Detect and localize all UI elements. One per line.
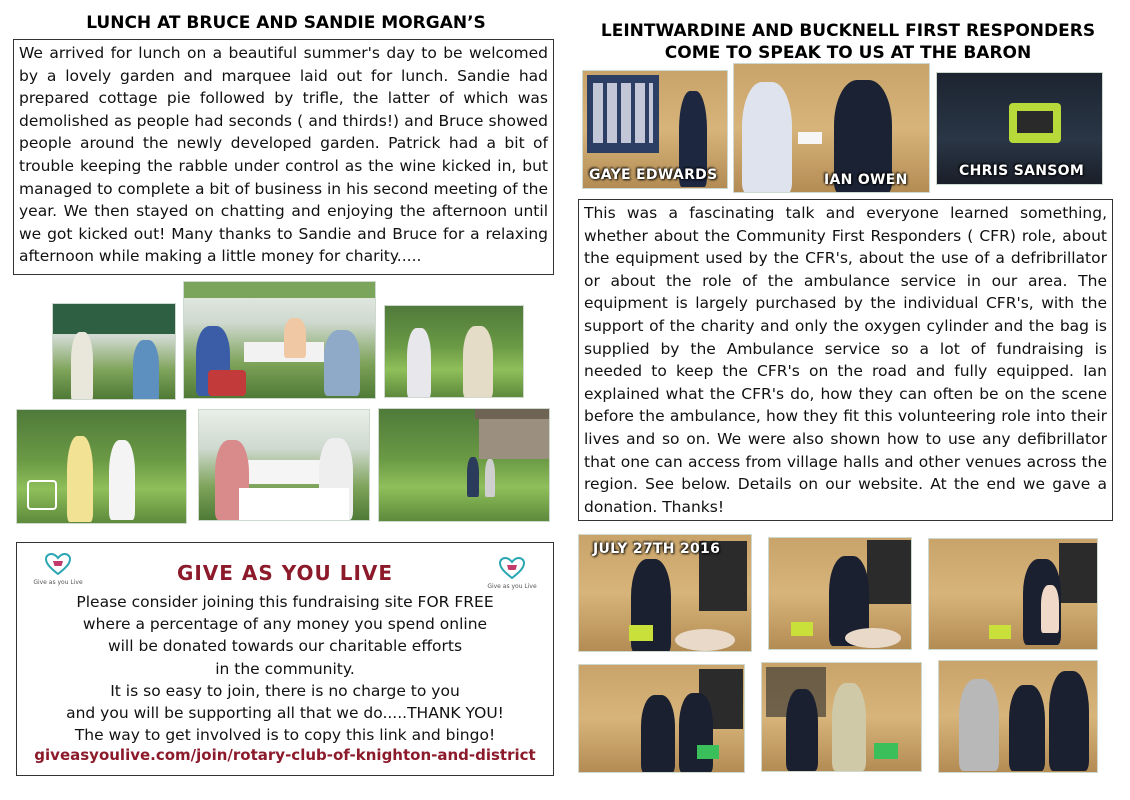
demo-photo-3 [928,538,1098,650]
responders-text-box [578,199,1113,521]
lunch-photo-1 [52,303,176,400]
give-line: It is so easy to join, there is no charge to you [110,681,460,700]
responder-photo-chris [936,72,1103,185]
caption-ian: IAN OWEN [824,172,908,188]
lunch-photo-5 [198,409,370,521]
responders-heading-line2: COME TO SPEAK TO US AT THE BARON [664,43,1032,63]
give-line: in the community. [215,659,355,678]
give-logo-left-text: Give as you Live [33,579,83,586]
demo-photo-1 [578,534,752,652]
give-line: where a percentage of any money you spend online [82,615,488,634]
give-text [17,591,553,746]
lunch-heading: LUNCH AT BRUCE AND SANDIE MORGAN’S [86,13,486,33]
give-as-you-live-box [16,542,554,776]
demo-photo-2 [768,537,912,650]
responder-photo-ian [733,63,930,193]
lunch-photo-3 [384,305,524,398]
give-link[interactable]: giveasyoulive.com/join/rotary-club-of-knighton-and-district [34,746,536,764]
give-line: and you will be supporting all that we do.....THANK YOU! [66,704,504,723]
responders-heading [578,20,1118,64]
lunch-text-box [13,39,554,275]
give-title: GIVE AS YOU LIVE [176,561,394,585]
responders-heading-line1: LEINTWARDINE AND BUCKNELL FIRST RESPONDERS [600,21,1096,41]
demo-photo-5 [761,662,922,772]
lunch-photo-4 [16,409,187,524]
give-line: Please consider joining this fundraising site FOR FREE [76,593,494,611]
give-logo-right-text: Give as you Live [487,583,537,590]
give-line: The way to get involved is to copy this link and bingo! [74,726,496,745]
demo-photo-4 [578,664,745,773]
lunch-body: We arrived for lunch on a beautiful summer's day to be welcomed by a lovely garden and marquee laid out for lunch. Sandie had prepared cottage pie followed by trifle, the latter of which was demolished as people had seconds ( and thirds!) and Bruce showed people around the newly developed garden. Patrick had a bit of trouble keeping the rabble under control as the wine kicked in, but managed to complete a bit of business in his second meeting of the year. We then stayed on chatting and enjoying the afternoon until we got kicked out! Many thanks to Sandie and Bruce for a relaxing afternoon while making a little money for charity..... [19,44,548,266]
lunch-photo-6 [378,408,550,522]
date-caption: JULY 27TH 2016 [593,541,721,557]
demo-photo-6 [938,660,1098,773]
caption-chris: CHRIS SANSOM [959,163,1085,179]
caption-gaye: GAYE EDWARDS [589,167,718,183]
responder-photo-gaye [582,70,728,189]
responders-body: This was a fascinating talk and everyone learned something, whether about the Community First Responders ( CFR) role, about the equipment used by the CFR's, about the use of a defribrillator or about the role of the ambulance service in our area. The equipment is largely purchased by the individual CFR's, with the support of the charity and only the oxygen cylinder and the bag is supplied by the Ambulance service so a lot of fundraising is needed to keep the CFR's on the road and fully equipped. Ian explained what the CFR's do, how they can often be on the scene before the ambulance, how they fit this volunteering role into their lives and so on. We were also shown how to use any defibrillator that one can access from village halls and other venues across the region. See below. Details on our website. At the end we gave a donation. Thanks! [584,204,1107,516]
give-line: will be donated towards our charitable efforts [107,637,463,656]
lunch-photo-2 [183,281,376,399]
